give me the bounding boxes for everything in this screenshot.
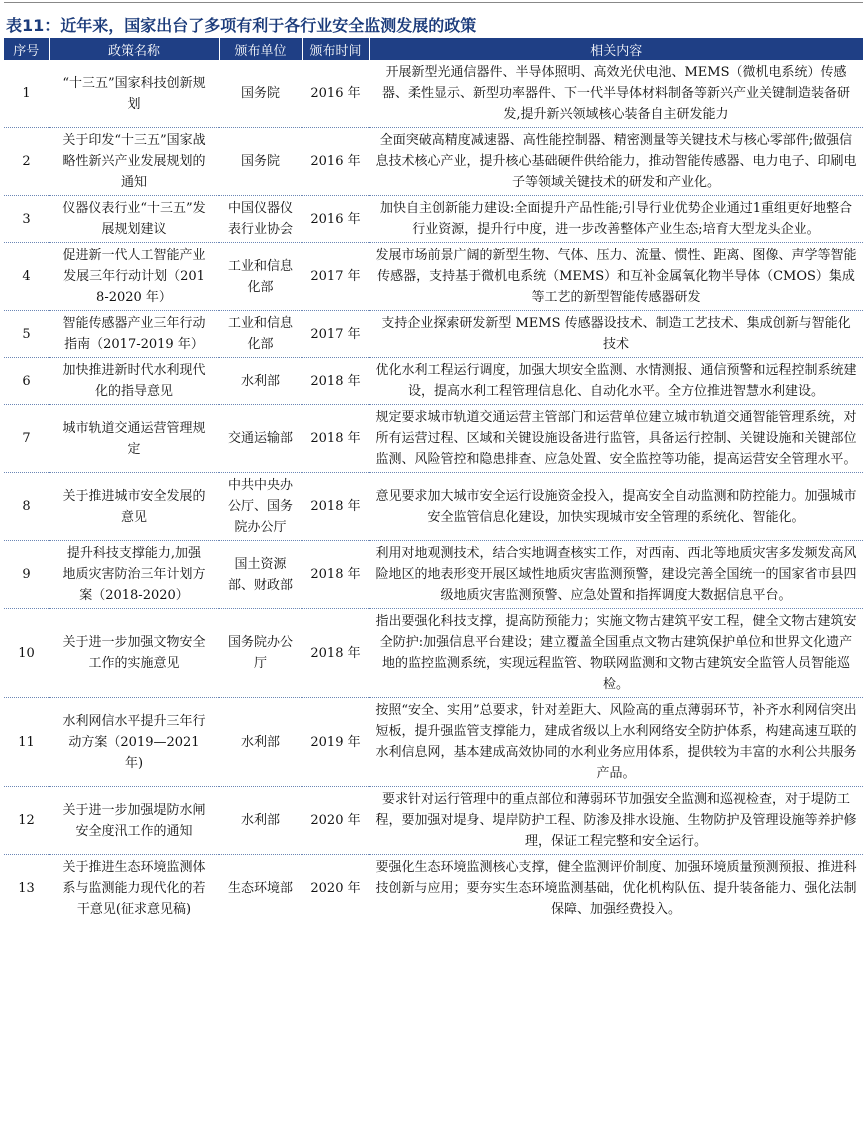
table-row xyxy=(4,243,863,311)
related-content: 优化水利工程运行调度，加强大坝安全监测、水情测报、通信预警和远程控制系统建设，提高水利工程管理信息化、自动化水平。全方位推进智慧水利建设。 xyxy=(369,358,863,405)
issue-year: 2018 年 xyxy=(302,609,369,698)
row-number: 3 xyxy=(4,196,49,243)
policy-table xyxy=(4,38,863,922)
related-content: 发展市场前景广阔的新型生物、气体、压力、流量、惯性、距离、图像、声学等智能传感器，支持基于微机电系统（MEMS）和互补金属氧化物半导体（CMOS）集成等工艺的新型智能传感器研发 xyxy=(369,243,863,311)
policy-name: 促进新一代人工智能产业发展三年行动计划（2018-2020 年） xyxy=(49,243,219,311)
related-content: 按照“安全、实用”总要求，针对差距大、风险高的重点薄弱环节，补齐水利网信突出短板，提升强监管支撑能力，建成省级以上水利网络安全防护体系，构建高速互联的水利信息网，基本建成高效协同的水利业务应用体系，提供较为丰富的水利公共服务产品。 xyxy=(369,698,863,787)
issue-year: 2016 年 xyxy=(302,196,369,243)
row-number: 1 xyxy=(4,60,49,128)
issue-year: 2018 年 xyxy=(302,541,369,609)
issuing-authority: 工业和信息化部 xyxy=(219,311,302,358)
issuing-authority: 国务院 xyxy=(219,128,302,196)
header-org: 颁布单位 xyxy=(219,38,302,60)
issue-year: 2018 年 xyxy=(302,473,369,541)
issuing-authority: 国土资源部、财政部 xyxy=(219,541,302,609)
table-row xyxy=(4,609,863,698)
issuing-authority: 生态环境部 xyxy=(227,881,293,896)
row-number: 7 xyxy=(4,405,49,473)
policy-name: 仪器仪表行业“十三五”发展规划建议 xyxy=(49,196,219,243)
row-number: 2 xyxy=(4,128,49,196)
row-number: 11 xyxy=(4,698,49,787)
top-rule xyxy=(4,2,863,3)
related-content: 全面突破高精度减速器、高性能控制器、精密测量等关键技术与核心零部件;做强信息技术核心产业，提升核心基础硬件供给能力，推动智能传感器、电力电子、印刷电子等领域关键技术的研发和产业化。 xyxy=(369,128,863,196)
related-content: 要强化生态环境监测核心支撑，健全监测评价制度、加强环境质量预测预报、推进科技创新与应用；要夯实生态环境监测基础，优化机构队伍、提升装备能力、强化法制保障、加强经费投入。 xyxy=(375,860,857,917)
table-row xyxy=(4,473,863,541)
policy-name: “十三五”国家科技创新规划 xyxy=(49,60,219,128)
issuing-authority: 中国仪器仪表行业协会 xyxy=(219,196,302,243)
table-row xyxy=(4,128,863,196)
row-number: 6 xyxy=(4,358,49,405)
table-row xyxy=(4,358,863,405)
row-number: 10 xyxy=(4,609,49,698)
row-number: 13 xyxy=(18,881,35,896)
issue-year: 2019 年 xyxy=(302,698,369,787)
policy-name: 关于进一步加强堤防水闸安全度汛工作的通知 xyxy=(49,787,219,855)
table-row xyxy=(4,787,863,855)
policy-name: 关于推进城市安全发展的意见 xyxy=(49,473,219,541)
header-no: 序号 xyxy=(4,38,49,60)
policy-name: 加快推进新时代水利现代化的指导意见 xyxy=(49,358,219,405)
issuing-authority: 水利部 xyxy=(219,787,302,855)
table-row xyxy=(4,196,863,243)
issuing-authority: 工业和信息化部 xyxy=(219,243,302,311)
issuing-authority: 水利部 xyxy=(219,358,302,405)
issuing-authority: 交通运输部 xyxy=(219,405,302,473)
row-number: 5 xyxy=(4,311,49,358)
row-number: 8 xyxy=(4,473,49,541)
issue-year: 2017 年 xyxy=(302,311,369,358)
issue-year: 2016 年 xyxy=(302,128,369,196)
table-row xyxy=(4,541,863,609)
issue-year: 2020 年 xyxy=(302,787,369,855)
issuing-authority: 水利部 xyxy=(219,698,302,787)
policy-name: 智能传感器产业三年行动指南（2017-2019 年） xyxy=(49,311,219,358)
row-number: 12 xyxy=(4,787,49,855)
row-number: 9 xyxy=(4,541,49,609)
issuing-authority: 中共中央办公厅、国务院办公厅 xyxy=(219,473,302,541)
related-content: 意见要求加大城市安全运行设施资金投入，提高安全自动监测和防控能力。加强城市安全监管信息化建设，加快实现城市安全管理的系统化、智能化。 xyxy=(369,473,863,541)
related-content: 要求针对运行管理中的重点部位和薄弱环节加强安全监测和巡视检查，对于堤防工程，要加强对堤身、堤岸防护工程、防渗及排水设施、生物防护及管理设施等养护修理，保证工程完整和安全运行。 xyxy=(369,787,863,855)
table-body xyxy=(4,60,863,922)
issuing-authority: 国务院办公厅 xyxy=(219,609,302,698)
header-content: 相关内容 xyxy=(369,38,863,60)
issue-year: 2020 年 xyxy=(310,881,361,896)
table-row xyxy=(4,311,863,358)
policy-name: 水利网信水平提升三年行动方案（2019—2021 年) xyxy=(49,698,219,787)
related-content: 支持企业探索研发新型 MEMS 传感器设技术、制造工艺技术、集成创新与智能化技术 xyxy=(369,311,863,358)
issuing-authority: 国务院 xyxy=(219,60,302,128)
header-time: 颁布时间 xyxy=(302,38,369,60)
related-content: 加快自主创新能力建设:全面提升产品性能;引导行业优势企业通过1重组更好地整合行业资源，提升行中度，进一步改善整体产业生态;培育大型龙头企业。 xyxy=(369,196,863,243)
header-row xyxy=(4,38,863,60)
related-content: 规定要求城市轨道交通运营主管部门和运营单位建立城市轨道交通智能管理系统，对所有运营过程、区域和关键设施设备进行监管，具备运行控制、关键设施和关键部位监测、风险管控和隐患排查、应急处置、安全监控等功能，提高运营安全管理水平。 xyxy=(369,405,863,473)
table-row xyxy=(4,698,863,787)
policy-name: 关于进一步加强文物安全工作的实施意见 xyxy=(49,609,219,698)
row-number: 4 xyxy=(4,243,49,311)
table-row xyxy=(4,855,863,923)
related-content: 开展新型光通信器件、半导体照明、高效光伏电池、MEMS（微机电系统）传感器、柔性显示、新型功率器件、下一代半导体材料制备等新兴产业关键制造装备研发,提升新兴领域核心装备自主研发能力 xyxy=(369,60,863,128)
policy-name: 城市轨道交通运营管理规定 xyxy=(49,405,219,473)
table-title: 表11：近年来，国家出台了多项有利于各行业安全监测发展的政策 xyxy=(6,16,477,35)
policy-name: 关于印发“十三五”国家战略性新兴产业发展规划的通知 xyxy=(49,128,219,196)
header-name: 政策名称 xyxy=(49,38,219,60)
table-row xyxy=(4,60,863,128)
table-row xyxy=(4,405,863,473)
issue-year: 2017 年 xyxy=(302,243,369,311)
policy-name: 关于推进生态环境监测体系与监测能力现代化的若干意见(征求意见稿) xyxy=(62,860,206,917)
issue-year: 2018 年 xyxy=(302,358,369,405)
related-content: 利用对地观测技术，结合实地调查核实工作，对西南、西北等地质灾害多发频发高风险地区的地表形变开展区域性地质灾害监测预警，建设完善全国统一的国家省市县四级地质灾害监测预警、应急处置和指挥调度大数据信息平台。 xyxy=(369,541,863,609)
related-content: 指出要强化科技支撑，提高防预能力；实施文物古建筑平安工程，健全文物古建筑安全防护:加强信息平台建设；建立覆盖全国重点文物古建筑保护单位和世界文化遗产地的监控监测系统，实现远程监管、物联网监测和文物古建筑安全监管人员智能巡检。 xyxy=(369,609,863,698)
issue-year: 2016 年 xyxy=(302,60,369,128)
policy-name: 提升科技支撑能力,加强地质灾害防治三年计划方案（2018-2020） xyxy=(49,541,219,609)
issue-year: 2018 年 xyxy=(302,405,369,473)
